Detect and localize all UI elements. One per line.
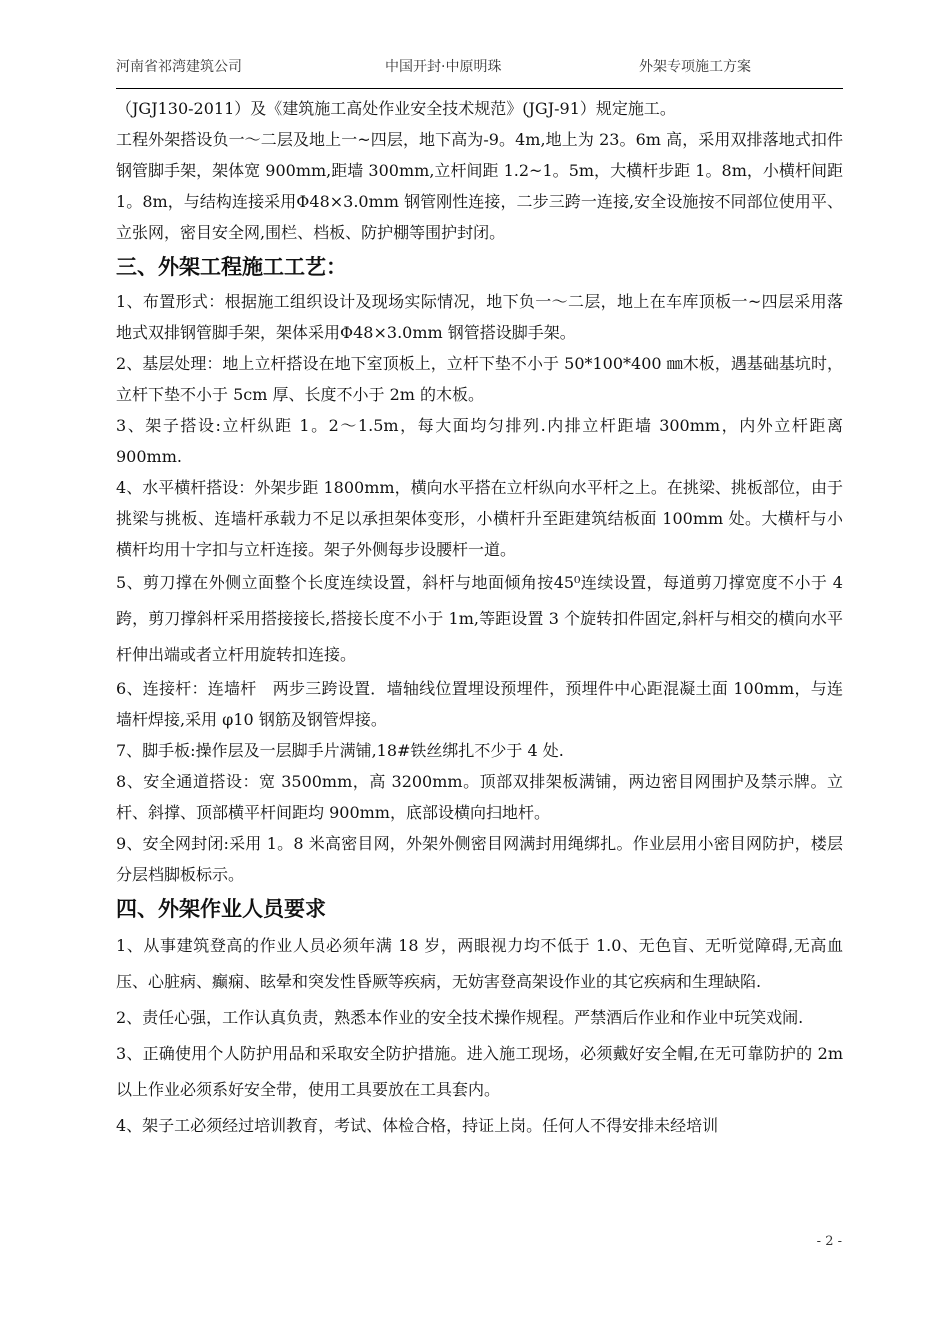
header-doc-title: 外架专项施工方案 xyxy=(639,59,751,75)
document-body xyxy=(116,93,843,1144)
intro-paragraph: 工程外架搭设负一～二层及地上一~四层，地下高为-9。4m,地上为 23。6m 高，采用双排落地式扣件钢管脚手架，架体宽 900mm,距墙 300mm,立杆间距 1.2~1。5m，大横杆步距 1。8m，小横杆间距 1。8m，与结构连接采用Φ48×3.0mm 钢管刚性连接，二步三跨一连接,安全设施按不同部位使用平、立张网，密目安全网,围栏、档板、防护棚等围护封闭。 xyxy=(116,130,843,242)
section-3-item: 9、安全网封闭:采用 1。8 米高密目网，外架外侧密目网满封用绳绑扎。作业层用小密目网防护，楼层分层档脚板标示。 xyxy=(116,834,843,884)
section-3-item: 4、水平横杆搭设：外架步距 1800mm，横向水平搭在立杆纵向水平杆之上。在挑梁、挑板部位，由于挑梁与挑板、连墙杆承载力不足以承担架体变形，小横杆升至距建筑结板面 100mm 处。大横杆与小横杆均用十字扣与立杆连接。架子外侧每步设腰杆一道。 xyxy=(116,478,843,559)
intro-line: （JGJ130-2011）及《建筑施工高处作业安全技术规范》(JGJ-91）规定施工。 xyxy=(116,99,676,118)
section-3-item: 3、架子搭设:立杆纵距 1。2～1.5m，每大面均匀排列.内排立杆距墙 300mm，内外立杆距离 900mm. xyxy=(116,416,843,466)
section-4-item: 3、正确使用个人防护用品和采取安全防护措施。进入施工现场，必须戴好安全帽,在无可靠防护的 2m 以上作业必须系好安全带，使用工具要放在工具套内。 xyxy=(116,1044,843,1099)
section-3-item: 1、布置形式：根据施工组织设计及现场实际情况，地下负一～二层，地上在车库顶板一~四层采用落地式双排钢管脚手架，架体采用Φ48×3.0mm 钢管搭设脚手架。 xyxy=(116,292,843,342)
section-4-item: 2、责任心强，工作认真负责，熟悉本作业的安全技术操作规程。严禁酒后作业和作业中玩笑戏闹. xyxy=(116,1008,804,1027)
page-header xyxy=(116,52,843,80)
header-company: 河南省祁湾建筑公司 xyxy=(116,59,242,75)
section-4-item: 1、从事建筑登高的作业人员必须年满 18 岁，两眼视力均不低于 1.0、无色盲、无听觉障碍,无高血压、心脏病、癫痫、眩晕和突发性昏厥等疾病，无妨害登高架设作业的其它疾病和生理缺陷. xyxy=(116,936,843,991)
section-3-item: 5、剪刀撑在外侧立面整个长度连续设置，斜杆与地面倾角按45⁰连续设置，每道剪刀撑宽度不小于 4 跨，剪刀撑斜杆采用搭接接长,搭接长度不小于 1m,等距设置 3 个旋转扣件固定,斜杆与相交的横向水平杆伸出端或者立杆用旋转扣连接。 xyxy=(116,573,843,664)
section-3-item: 6、连接杆：连墙杆 两步三跨设置．墙轴线位置埋设预埋件，预埋件中心距混凝土面 100mm，与连墙杆焊接,采用 φ10 钢筋及钢管焊接。 xyxy=(116,679,843,729)
section-3-item: 2、基层处理：地上立杆搭设在地下室顶板上，立杆下垫不小于 50*100*400 ㎜木板，遇基础基坑时，立杆下垫不小于 5cm 厚、长度不小于 2m 的木板。 xyxy=(116,354,843,404)
header-rule xyxy=(116,88,843,89)
section-3-item: 7、脚手板:操作层及一层脚手片满铺,18#铁丝绑扎不少于 4 处. xyxy=(116,741,564,760)
header-project: 中国开封·中原明珠 xyxy=(385,59,502,75)
section-3-item: 8、安全通道搭设：宽 3500mm，高 3200mm。顶部双排架板满铺，两边密目网围护及禁示牌。立杆、斜撑、顶部横平杆间距均 900mm，底部设横向扫地杆。 xyxy=(116,772,843,822)
section-3-heading: 三、外架工程施工工艺： xyxy=(116,255,347,279)
page-number: - 2 - xyxy=(816,1234,842,1249)
section-4-heading: 四、外架作业人员要求 xyxy=(116,897,326,921)
section-4-item: 4、架子工必须经过培训教育，考试、体检合格，持证上岗。任何人不得安排未经培训 xyxy=(116,1116,719,1135)
